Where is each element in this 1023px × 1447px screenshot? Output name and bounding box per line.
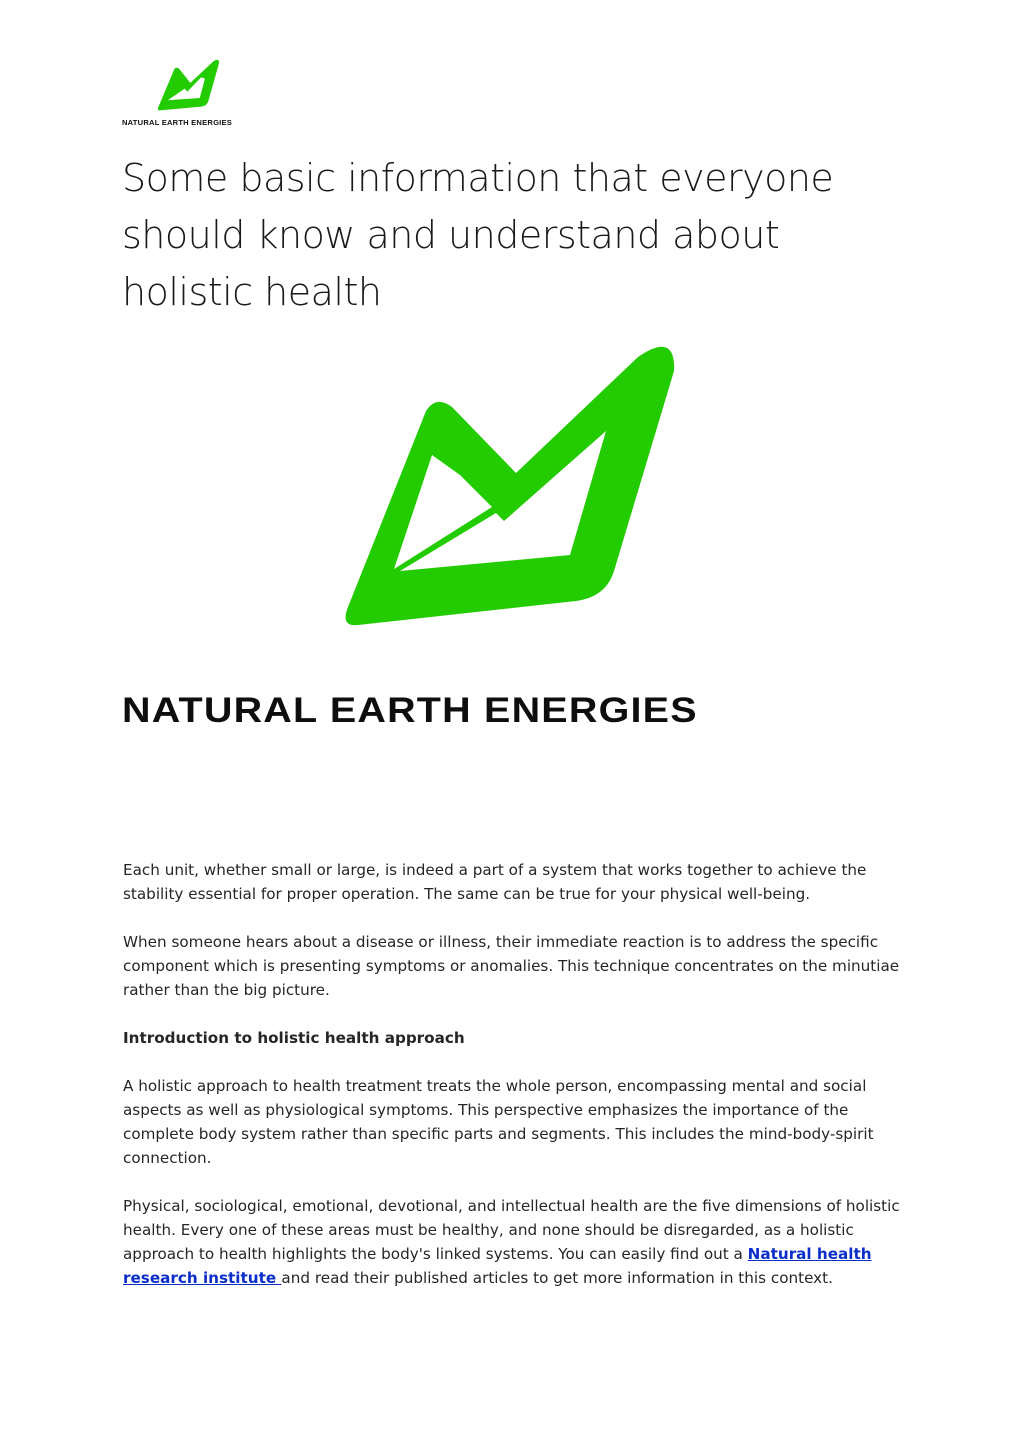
paragraph: A holistic approach to health treatment treats the whole person, encompassing mental and social aspects as well as physiological symptoms. This perspective emphasizes the importance of the complete body system rather than specific parts and segments. This includes the mind-body-spirit connection. xyxy=(123,1077,874,1167)
lightning-n-logo-icon xyxy=(158,58,220,112)
paragraph: Each unit, whether small or large, is indeed a part of a system that works together to achieve the stability essential for proper operation. The same can be true for your physical well-being. xyxy=(123,861,867,903)
paragraph-with-link xyxy=(123,1194,903,1290)
brand-name-small: NATURAL EARTH ENERGIES xyxy=(122,118,233,127)
page-title: Some basic information that everyone should know and understand about holistic health xyxy=(122,156,834,314)
paragraph-text-after: and read their published articles to get more information in this context. xyxy=(281,1269,833,1287)
paragraph-text-before: Physical, sociological, emotional, devotional, and intellectual health are the five dimensions of holistic health. Every one of these areas must be healthy, and none should be disregarded, as a holistic approach to health highlights the body's linked systems. You can easily find out a xyxy=(123,1197,900,1263)
header-logo[interactable] xyxy=(122,58,264,127)
brand-name-large: NATURAL EARTH ENERGIES xyxy=(122,691,698,730)
lightning-n-logo-icon xyxy=(344,345,680,631)
section-heading: Introduction to holistic health approach xyxy=(123,1029,465,1047)
hero-logo xyxy=(122,345,902,736)
article-body xyxy=(123,858,903,1314)
paragraph: When someone hears about a disease or illness, their immediate reaction is to address the specific component which is presenting symptoms or anomalies. This technique concentrates on the minutiae rather than the big picture. xyxy=(123,933,900,999)
natural-health-research-link[interactable]: Natural health research institute xyxy=(123,1245,872,1287)
